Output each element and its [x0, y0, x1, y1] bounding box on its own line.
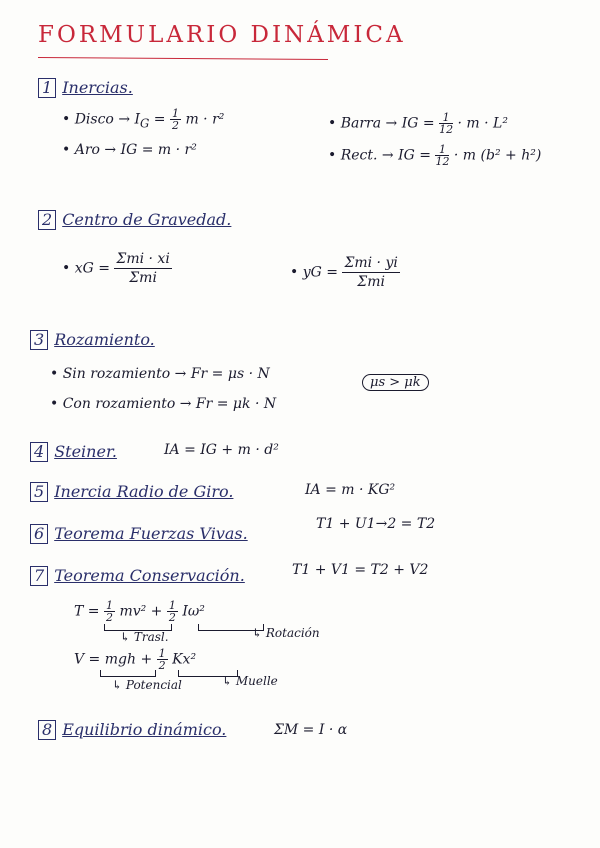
formula-con-rozamiento: • Con rozamiento → Fr = μk · N	[50, 396, 277, 412]
fraction: $\frac{1}{12}$	[435, 143, 450, 168]
section-number: 3	[30, 330, 48, 350]
formula-fuerzas-vivas: T1 + U1→2 = T2	[316, 516, 436, 532]
section-1-heading	[38, 78, 133, 98]
section-title: Teorema Fuerzas Vivas.	[54, 524, 248, 543]
formula-xg: • xG = $\frac{\text{Σmi · xi}}{\text{Σmi}}$	[62, 251, 170, 286]
formula-radio-giro: IA = m · KG²	[305, 482, 396, 498]
formula-disco: • Disco → $I_G$ = $\frac{1}{2}$ m · r²	[62, 107, 225, 132]
fraction: $\frac{\text{Σmi · xi}}{\text{Σmi}}$	[116, 251, 170, 286]
mu-comparison-badge: μs > μk	[362, 374, 429, 391]
section-number: 7	[30, 566, 48, 586]
brace-potencial	[100, 670, 156, 677]
formula-equilibrio: ΣM = I · α	[274, 722, 348, 738]
section-5-heading	[30, 482, 233, 502]
section-number: 1	[38, 78, 56, 98]
section-title: Rozamiento.	[54, 330, 155, 349]
section-number: 8	[38, 720, 56, 740]
section-6-heading	[30, 524, 248, 544]
formula-rect: • Rect. → IG = $\frac{1}{12}$ · m (b² + h²)	[328, 143, 542, 168]
fraction: $\frac{\text{Σmi · yi}}{\text{Σmi}}$	[344, 255, 398, 290]
section-number: 6	[30, 524, 48, 544]
formula-yg: • yG = $\frac{\text{Σmi · yi}}{\text{Σmi}}$	[290, 255, 398, 290]
section-title: Steiner.	[54, 442, 117, 461]
page-title: FORMULARIO DINÁMICA	[38, 22, 406, 48]
section-title: Inercia Radio de Giro.	[54, 482, 234, 501]
label-potencial: ↳ Potencial	[112, 678, 182, 692]
formula-energia-potencial: V = mgh + $\frac{1}{2}$ Kx²	[74, 647, 197, 672]
section-3-heading	[30, 330, 155, 350]
formula-sin-rozamiento: • Sin rozamiento → Fr = μs · N	[50, 366, 270, 382]
formula-conservacion: T1 + V1 = T2 + V2	[292, 562, 429, 578]
section-title: Inercias.	[62, 78, 133, 97]
section-title: Teorema Conservación.	[54, 566, 245, 585]
formula-steiner: IA = IG + m · d²	[164, 442, 279, 458]
title-underline	[38, 57, 328, 60]
section-number: 2	[38, 210, 56, 230]
section-7-heading	[30, 566, 245, 586]
label-rotacion: ↳ Rotación	[252, 626, 320, 640]
fraction: $\frac{1}{2}$	[158, 647, 166, 672]
section-title: Centro de Gravedad.	[62, 210, 232, 229]
fraction: $\frac{1}{12}$	[439, 111, 454, 136]
label-muelle: ↳ Muelle	[222, 674, 278, 688]
formula-barra: • Barra → IG = $\frac{1}{12}$ · m · L²	[328, 111, 508, 136]
formula-energia-cinetica: T = $\frac{1}{2}$ mv² + $\frac{1}{2}$ Iω²	[74, 599, 205, 624]
fraction: $\frac{1}{2}$	[171, 107, 179, 132]
section-4-heading	[30, 442, 117, 462]
section-title: Equilibrio dinámico.	[62, 720, 227, 739]
section-2-heading	[38, 210, 231, 230]
fraction: $\frac{1}{2}$	[105, 599, 113, 624]
section-8-heading	[38, 720, 226, 740]
section-number: 4	[30, 442, 48, 462]
fraction: $\frac{1}{2}$	[168, 599, 176, 624]
label-traslacion: ↳ Trasl.	[120, 630, 169, 644]
formula-aro: • Aro → IG = m · r²	[62, 142, 197, 158]
section-number: 5	[30, 482, 48, 502]
